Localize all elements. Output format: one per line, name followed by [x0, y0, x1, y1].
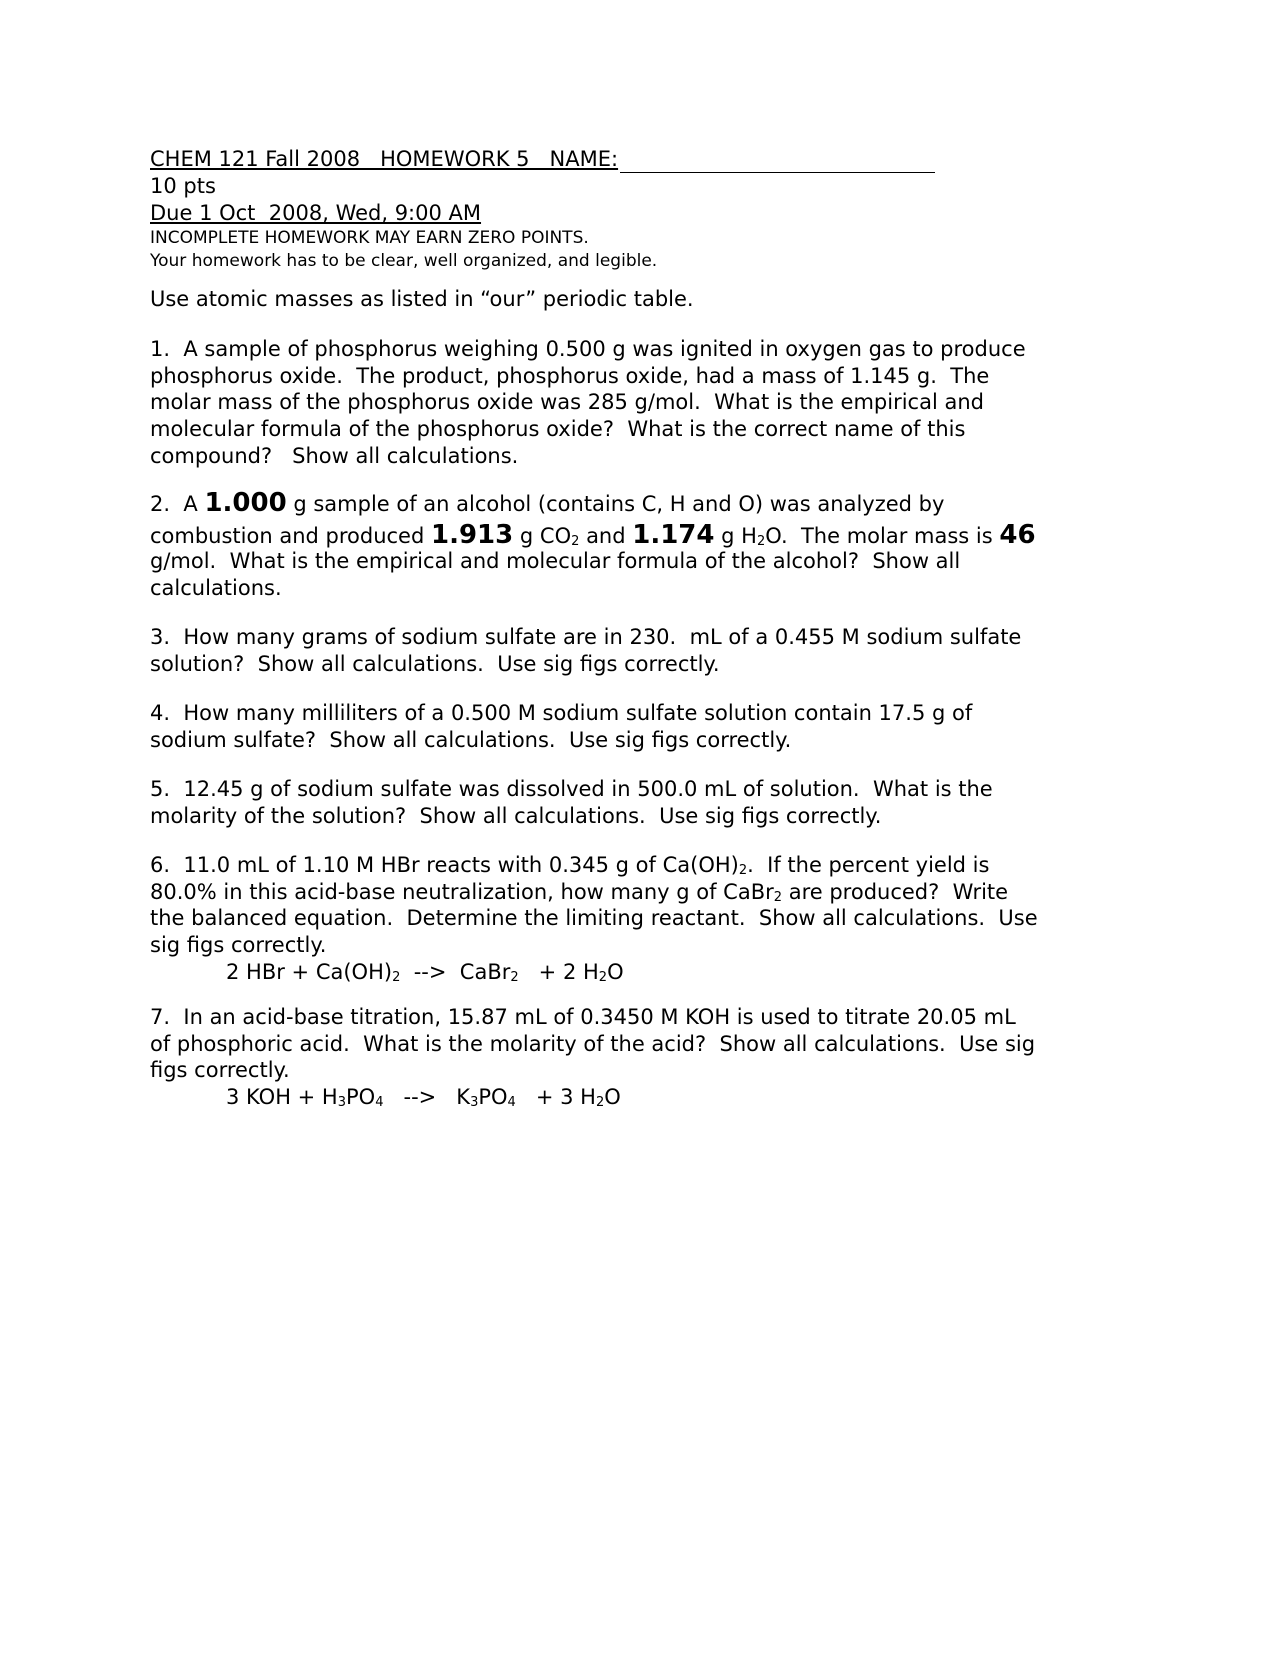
question-2 — [150, 488, 1036, 601]
question-3 — [150, 624, 1021, 677]
question-4 — [150, 700, 972, 753]
eq-text: + 2 H — [518, 959, 599, 984]
question-3-line: solution? Show all calculations. Use sig figs correctly. — [150, 651, 720, 676]
header-title: CHEM 121 Fall 2008 HOMEWORK 5 NAME: — [150, 147, 619, 171]
question-2-line — [150, 488, 1036, 520]
question-1 — [150, 336, 1026, 470]
q6-text: . If the percent yield is — [747, 853, 990, 877]
subscript: 2 — [571, 534, 580, 549]
question-6-line: sig figs correctly. — [150, 933, 327, 958]
subscript: 2 — [598, 969, 608, 985]
sample-mass-value: 1.000 — [204, 488, 287, 518]
points: 10 pts — [150, 174, 216, 198]
question-5-line: 5. 12.45 g of sodium sulfate was dissolved in 500.0 mL of solution. What is the — [150, 777, 993, 801]
subscript: 2 — [756, 534, 766, 549]
eq-text: 3 KOH + H — [226, 1085, 338, 1110]
q2-text: combustion and produced — [150, 524, 431, 548]
question-4-line: sodium sulfate? Show all calculations. Use sig figs correctly. — [150, 727, 792, 752]
q2-text: O. The molar mass is — [765, 524, 1000, 548]
q6-text: 6. 11.0 mL of 1.10 M HBr reacts with 0.345 g of Ca(OH) — [150, 853, 739, 877]
name-blank-line — [620, 152, 935, 173]
q6-text: are produced? Write — [782, 879, 1009, 904]
equation-koh — [150, 1084, 1035, 1111]
question-2-line: g/mol. What is the empirical and molecular formula of the alcohol? Show all — [150, 549, 961, 573]
eq-text: O — [604, 1085, 621, 1110]
eq-text: 2 HBr + Ca(OH) — [226, 959, 393, 984]
eq-text: + 3 H — [515, 1085, 596, 1110]
question-7-line: of phosphoric acid. What is the molarity of the acid? Show all calculations. Use sig — [150, 1031, 1036, 1056]
subscript: 2 — [392, 969, 401, 985]
q6-text: 80.0% in this acid-base neutralization, how many g of CaBr — [150, 879, 774, 904]
eq-text: --> K — [383, 1085, 471, 1110]
subscript: 4 — [507, 1095, 516, 1111]
question-3-line: 3. How many grams of sodium sulfate are in 230. mL of a 0.455 M sodium sulfate — [150, 625, 1022, 649]
question-7 — [150, 1004, 1035, 1111]
subscript: 3 — [470, 1095, 479, 1111]
instruction-text: Your homework has to be clear, well organized, and legible. — [150, 251, 658, 271]
question-5-line: molarity of the solution? Show all calculations. Use sig figs correctly. — [150, 803, 882, 828]
q2-text: 2. A — [150, 492, 205, 516]
due-date: Due 1 Oct 2008, Wed, 9:00 AM — [150, 201, 482, 225]
q2-text: g sample of an alcohol (contains C, H and O) was analyzed by — [286, 492, 945, 516]
question-1-line: phosphorus oxide. The product, phosphorus oxide, had a mass of 1.145 g. The — [150, 363, 990, 388]
header — [150, 146, 935, 273]
question-6-line: the balanced equation. Determine the limiting reactant. Show all calculations. Use — [150, 906, 1038, 931]
question-1-line: molecular formula of the phosphorus oxide? What is the correct name of this — [150, 417, 966, 442]
q2-text: g H — [714, 524, 757, 548]
subscript: 2 — [773, 889, 783, 905]
question-2-line: calculations. — [150, 575, 282, 600]
eq-text: PO — [346, 1085, 376, 1110]
header-title-line — [150, 146, 935, 173]
question-6-line — [150, 879, 1038, 906]
intro-text: Use atomic masses as listed in “our” periodic table. — [150, 287, 694, 311]
co2-mass-value: 1.913 — [430, 520, 514, 550]
equation-hbr — [150, 959, 1038, 986]
warning-text: INCOMPLETE HOMEWORK MAY EARN ZERO POINTS. — [150, 228, 589, 248]
eq-text: --> CaBr — [400, 959, 511, 984]
question-1-line: 1. A sample of phosphorus weighing 0.500 g was ignited in oxygen gas to produce — [150, 337, 1026, 361]
question-6-line — [150, 852, 1038, 879]
subscript: 2 — [595, 1095, 605, 1111]
h2o-mass-value: 1.174 — [632, 520, 715, 550]
question-1-line: compound? Show all calculations. — [150, 443, 519, 468]
subscript: 2 — [510, 969, 519, 985]
question-7-line: figs correctly. — [150, 1058, 290, 1083]
eq-text: PO — [478, 1085, 508, 1110]
subscript: 4 — [375, 1095, 384, 1111]
q2-text: and — [579, 524, 633, 548]
question-6 — [150, 852, 1038, 986]
question-5 — [150, 776, 993, 829]
question-1-line: molar mass of the phosphorus oxide was 285 g/mol. What is the empirical and — [150, 390, 984, 415]
subscript: 3 — [337, 1095, 346, 1111]
question-7-line: 7. In an acid-base titration, 15.87 mL of 0.3450 M KOH is used to titrate 20.05 mL — [150, 1005, 1016, 1029]
q2-text: g CO — [513, 524, 572, 548]
subscript: 2 — [738, 863, 748, 878]
eq-text: O — [607, 959, 624, 984]
molar-mass-value: 46 — [999, 520, 1036, 550]
question-4-line: 4. How many milliliters of a 0.500 M sodium sulfate solution contain 17.5 g of — [150, 701, 973, 725]
